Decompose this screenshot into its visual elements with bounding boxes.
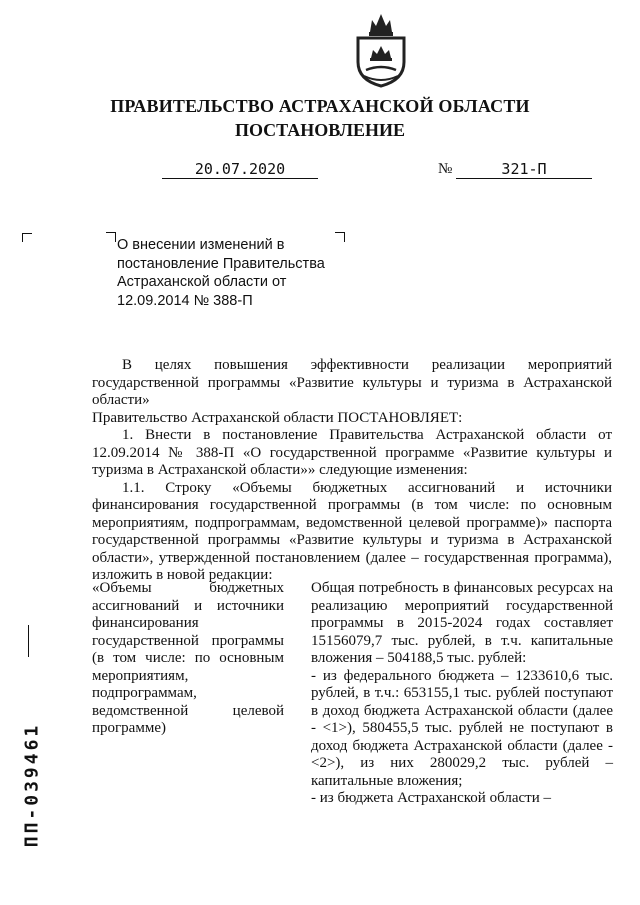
funding-intro: Общая потребность в финансовых ресурсах на реализацию мероприятий государственной программы в 2015-2024 годах составляет 15156079,7 тыс. рублей, в т.ч. капитальные вложения – 504188,5 тыс. рублей:	[311, 580, 613, 666]
document-number: 321-П	[456, 160, 592, 179]
serial-number-text: ПП-039461	[21, 722, 43, 848]
funding-federal: - из федерального бюджета – 1233610,6 тыс. рублей, в т.ч.: 653155,1 тыс. рублей поступают в доход бюджета Астраханской области (далее - <1>), 580455,5 тыс. рублей не поступают в доход бюджета Астраханской области (далее - <2>), из них 280029,2 тыс. рублей – капитальные вложения;	[311, 667, 613, 789]
serial-number	[12, 700, 52, 870]
table-cell-label: «Объемы бюджетных ассигнований и источники финансирования государственной программы (в том числе: по основным мероприятиям, подпрограммам, ведомственной целевой программе)	[92, 580, 284, 736]
document-date: 20.07.2020	[162, 160, 318, 179]
paragraph-item-1-1: 1.1. Строку «Объемы бюджетных ассигнований и источники финансирования государственной программы (в том числе: по основным мероприятиям, подпрограммам, ведомственной целевой программе)» паспорта государственной программы «Развитие культуры и туризма в Астраханской области», утвержденной постановлением (далее – государственная программа), изложить в новой редакции:	[92, 479, 612, 583]
corner-mark-left	[22, 233, 32, 242]
corner-mark-subject-left	[106, 232, 116, 242]
number-sign: №	[438, 161, 453, 177]
paragraph-purpose: В целях повышения эффективности реализации мероприятий государственной программы «Развитие культуры и туризма в Астраханской области»	[92, 357, 612, 408]
table-cell-value	[311, 580, 613, 808]
document-body	[92, 357, 612, 585]
org-title: ПРАВИТЕЛЬСТВО АСТРАХАНСКОЙ ОБЛАСТИ	[110, 96, 530, 116]
document-type: ПОСТАНОВЛЕНИЕ	[234, 120, 406, 140]
corner-mark-subject-right	[335, 232, 345, 242]
paragraph-item-1: 1. Внести в постановление Правительства Астраханской области от 12.09.2014 № 388-П «О государственной программе «Развитие культуры и туризма в Астраханской области»» следующие изменения:	[92, 427, 612, 478]
paragraph-resolves: Правительство Астраханской области ПОСТАНОВЛЯЕТ:	[92, 409, 463, 426]
funding-regional: - из бюджета Астраханской области –	[311, 790, 551, 806]
margin-line	[28, 625, 29, 657]
document-subject: О внесении изменений в постановление Правительства Астраханской области от 12.09.2014 № 388-П	[117, 237, 325, 309]
coat-of-arms-icon	[352, 12, 410, 88]
